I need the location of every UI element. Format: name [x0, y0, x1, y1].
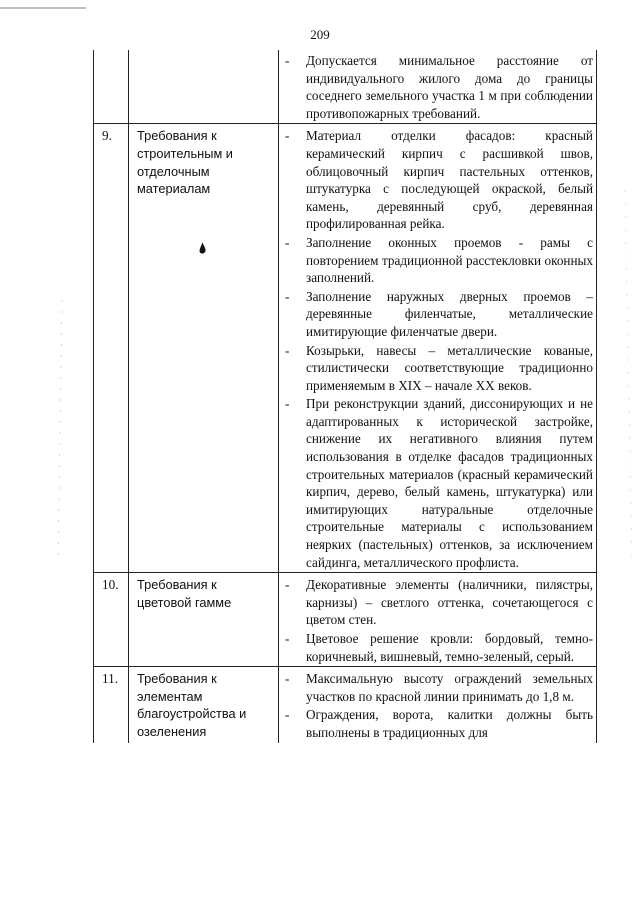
requirement-name-cell: Требования к цветовой гамме — [129, 573, 279, 667]
list-item-text: Заполнение наружных дверных проемов – деревянные филенчатые, металлические имитирующие филенчатые двери. — [306, 288, 593, 339]
list-bullet: - — [285, 128, 290, 144]
list-item-text: Материал отделки фасадов: красный керамический кирпич с расшивкой швов, облицовочный кирпич пастельных оттенков, штукатурка с последующей окраской, белый камень, деревянный сруб, деревянная профилированная рейка. — [306, 128, 593, 232]
list-item — [285, 576, 593, 629]
list-item-text: Допускается минимальное расстояние от индивидуального жилого дома до границы соседнего земельного участка 1 м при соблюдении противопожарных требований. — [306, 53, 593, 121]
list-item — [285, 395, 593, 571]
ink-blot-mark — [199, 242, 206, 255]
list-item-text: Максимальную высоту ограждений земельных участков по красной линии принимать до 1,8 м. — [306, 671, 593, 704]
table-row — [94, 50, 597, 124]
requirement-text-cell — [279, 667, 597, 743]
requirement-text-cell — [279, 573, 597, 667]
list-bullet: - — [285, 288, 290, 304]
list-bullet: - — [285, 707, 290, 723]
list-bullet: - — [285, 577, 290, 593]
list-item — [285, 342, 593, 395]
requirements-table-body — [94, 50, 597, 743]
list-bullet: - — [285, 671, 290, 687]
list-item — [285, 52, 593, 122]
list-item — [285, 127, 593, 233]
list-item — [285, 288, 593, 341]
row-number-cell: 9. — [94, 124, 129, 573]
list-bullet: - — [285, 631, 290, 646]
list-item — [285, 670, 593, 705]
requirement-text-cell — [279, 50, 597, 124]
row-number-cell — [94, 50, 129, 124]
list-item-text: При реконструкции зданий, диссонирующих и не адаптированных к исторической застройке, снижение их негативного влияния путем использования в отделке фасадов традиционных строительных материалов (красный керамический кирпич, дерево, белый камень, штукатурка) или имитирующих натуральные отделочные строительные материалы с использованием неярких (пастельных) оттенков, за исключением сайдинга, металлического профлиста. — [306, 396, 593, 570]
list-bullet: - — [285, 396, 290, 412]
list-bullet: - — [285, 342, 290, 358]
list-item-text: Цветовое решение кровли: бордовый, темно-коричневый, вишневый, темно-зеленый, серый. — [306, 631, 593, 664]
list-item — [285, 234, 593, 287]
requirements-table — [93, 50, 597, 743]
list-item-text: Козырьки, навесы – металлические кованые, стилистически соответствующие традиционно применяемым в XIX – начале XX веков. — [306, 342, 593, 393]
requirement-name-cell: Требования к элементам благоустройства и озеленения — [129, 667, 279, 743]
list-item — [285, 706, 593, 741]
row-number-cell: 11. — [94, 667, 129, 743]
list-item-text: Ограждения, ворота, калитки должны быть выполнены в традиционных для — [306, 707, 593, 740]
list-bullet: - — [285, 234, 290, 250]
list-item — [285, 630, 593, 665]
requirement-text-cell — [279, 124, 597, 573]
list-item-text: Заполнение оконных проемов - рамы с повторением традиционной расстекловки оконных заполнений. — [306, 234, 593, 286]
list-item-text: Декоративные элементы (наличники, пилястры, карнизы) – светлого оттенка, сочетающегося с цветом стен. — [306, 577, 593, 628]
row-number-cell: 10. — [94, 573, 129, 667]
list-bullet: - — [285, 53, 290, 68]
requirement-name-cell — [129, 50, 279, 124]
table-row — [94, 667, 597, 743]
table-row — [94, 124, 597, 573]
requirement-name-cell: Требования к строительным и отделочным материалам — [129, 124, 279, 573]
page-number: 209 — [310, 27, 330, 42]
table-row — [94, 573, 597, 667]
